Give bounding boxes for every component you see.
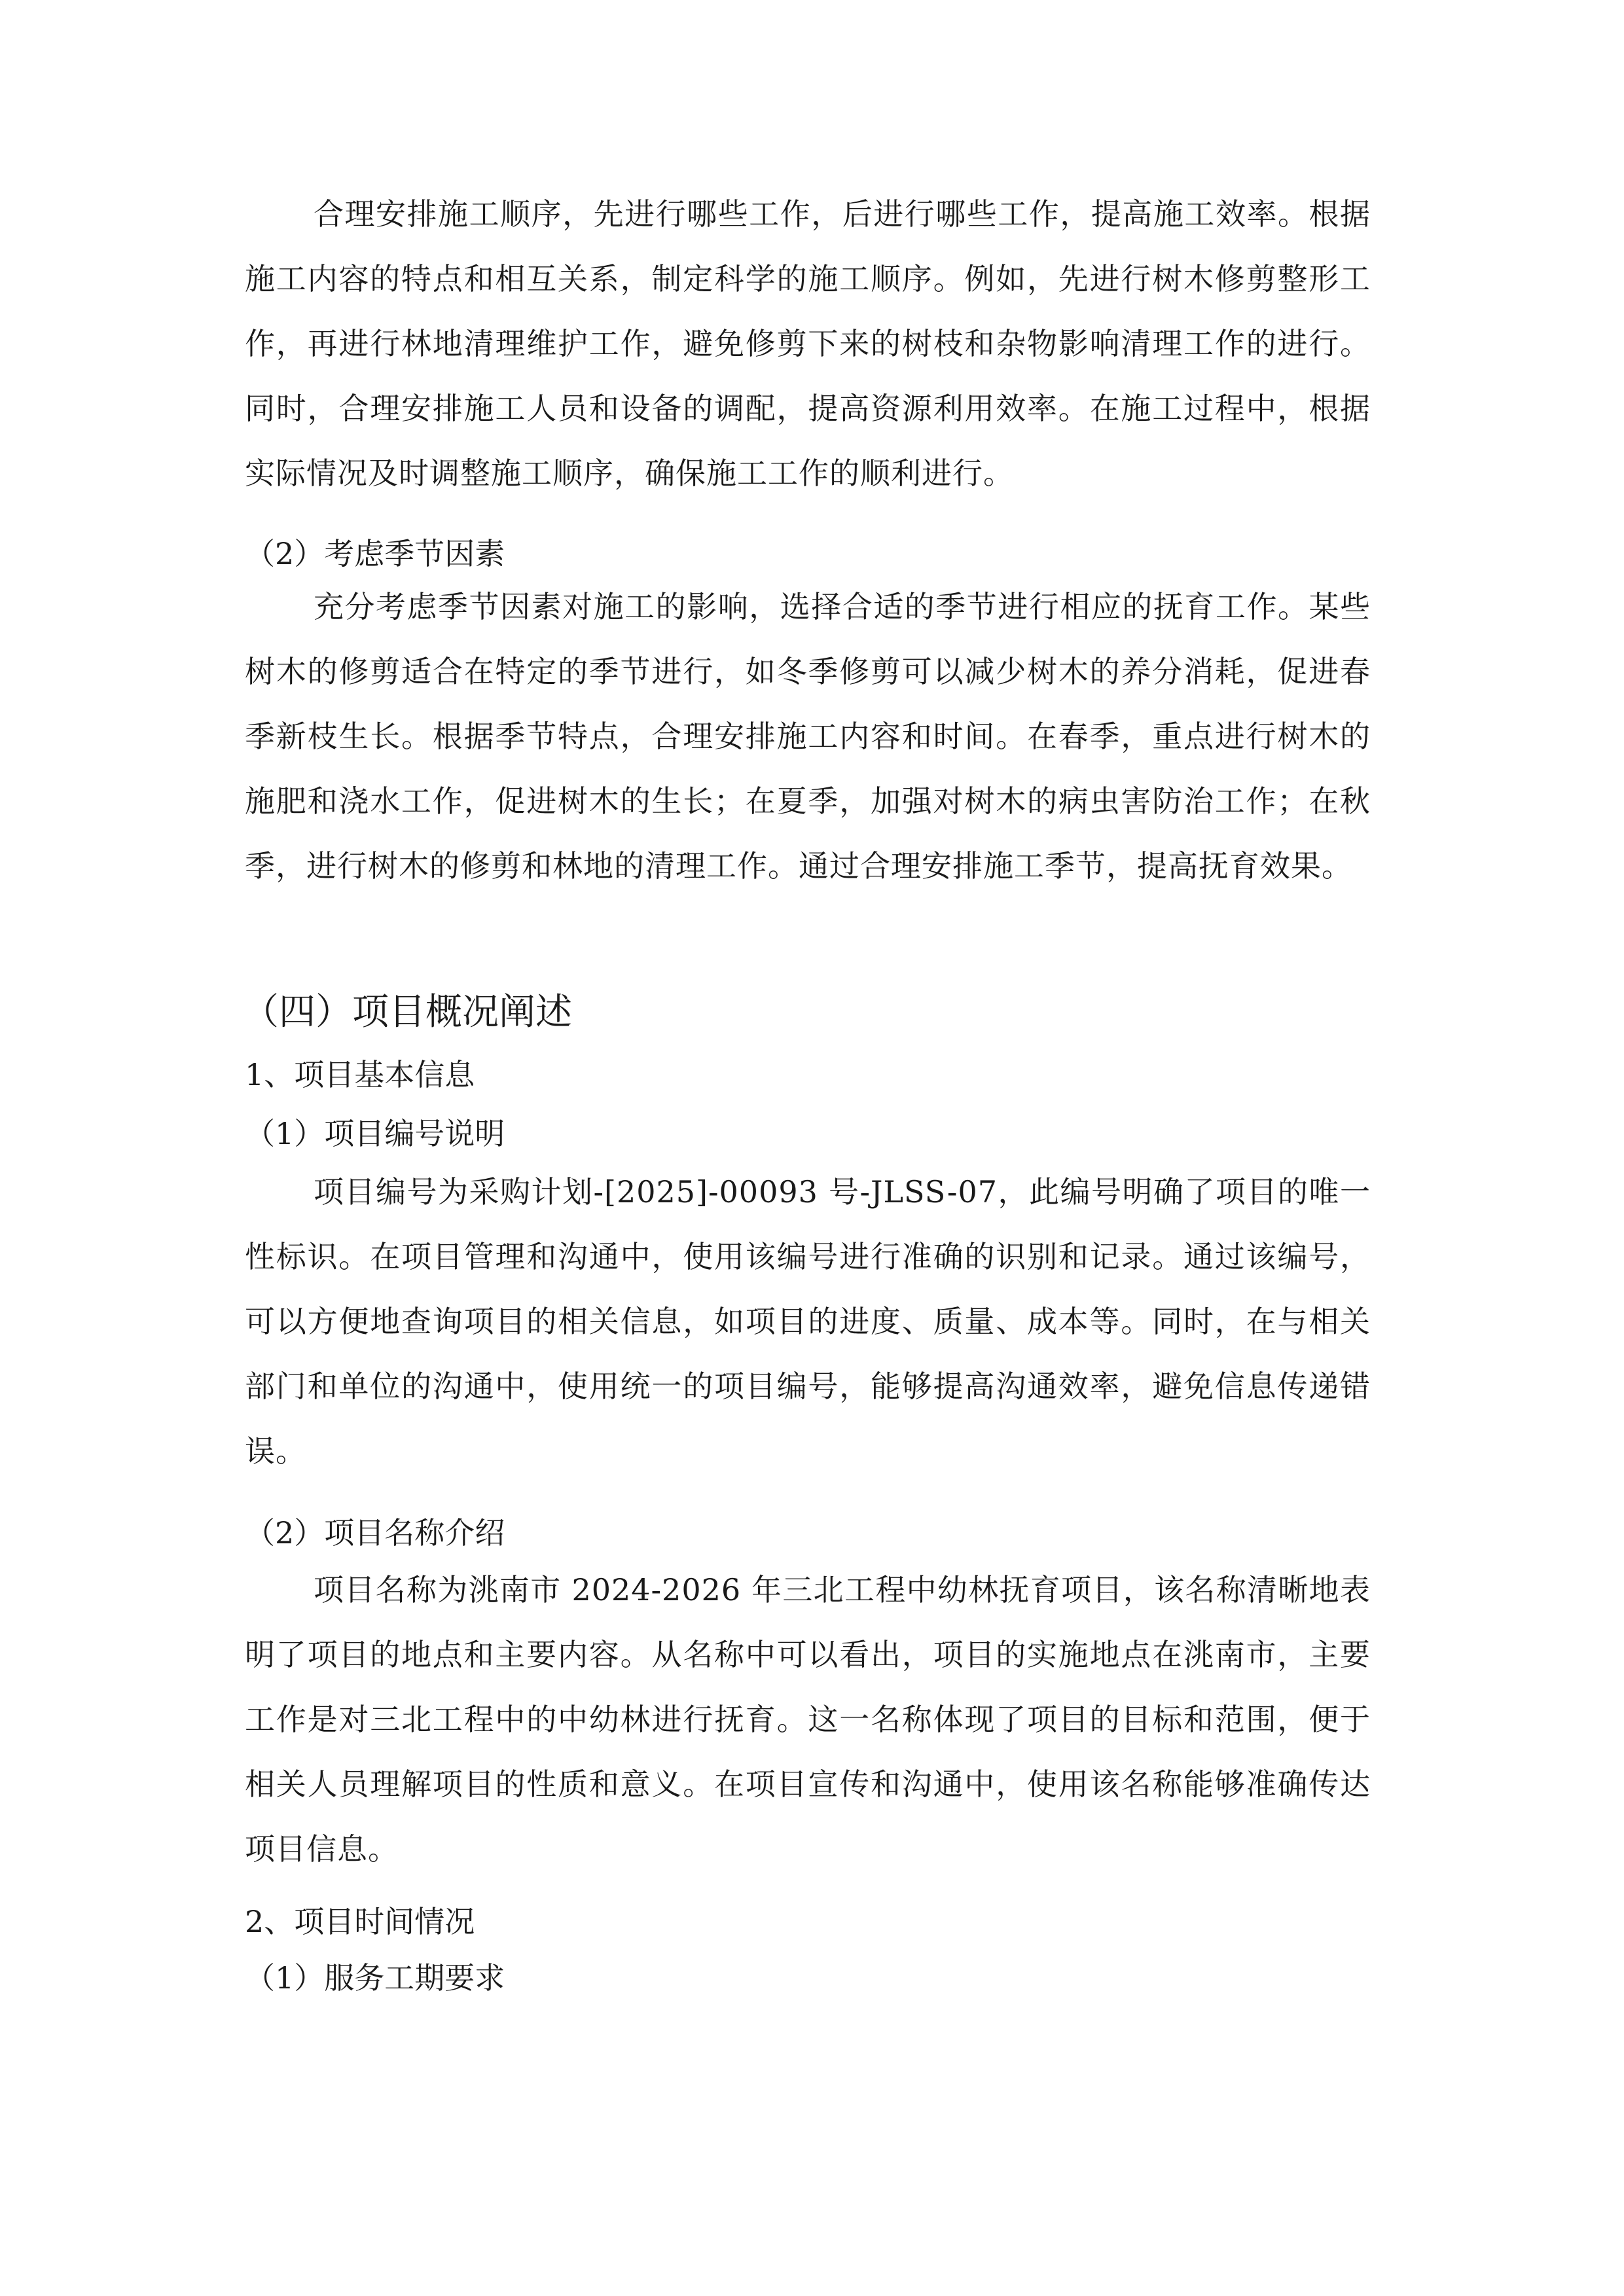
subheading-service-period: （1）服务工期要求 bbox=[245, 1960, 505, 1996]
subheading-project-name: （2）项目名称介绍 bbox=[245, 1515, 505, 1551]
paragraph-project-name: 项目名称为洮南市 2024-2026 年三北工程中幼林抚育项目，该名称清晰地表明了项目的地点和主要内容。从名称中可以看出，项目的实施地点在洮南市，主要工作是对三北工程中的中幼林进行抚育。这一名称体现了项目的目标和范围，便于相关人员理解项目的性质和意义。在项目宣传和沟通中，使用该名称能够准确传达项目信息。 bbox=[245, 1572, 1371, 1867]
subheading-season-factors: （2）考虑季节因素 bbox=[245, 536, 505, 571]
paragraph-season-factors: 充分考虑季节因素对施工的影响，选择合适的季节进行相应的抚育工作。某些树木的修剪适合在特定的季节进行，如冬季修剪可以减少树木的养分消耗，促进春季新枝生长。根据季节特点，合理安排施工内容和时间。在春季，重点进行树木的施肥和浇水工作，促进树木的生长；在夏季，加强对树木的病虫害防治工作；在秋季，进行树木的修剪和林地的清理工作。通过合理安排施工季节，提高抚育效果。 bbox=[245, 589, 1371, 884]
section-heading-project-overview: （四）项目概况阐述 bbox=[242, 991, 572, 1033]
paragraph-project-number: 项目编号为采购计划-[2025]-00093 号-JLSS-07，此编号明确了项目的唯一性标识。在项目管理和沟通中，使用该编号进行准确的识别和记录。通过该编号，可以方便地查询项目的相关信息，如项目的进度、质量、成本等。同时，在与相关部门和单位的沟通中，使用统一的项目编号，能够提高沟通效率，避免信息传递错误。 bbox=[245, 1174, 1371, 1469]
paragraph-construction-order: 合理安排施工顺序，先进行哪些工作，后进行哪些工作，提高施工效率。根据施工内容的特点和相互关系，制定科学的施工顺序。例如，先进行树木修剪整形工作，再进行林地清理维护工作，避免修剪下来的树枝和杂物影响清理工作的进行。同时，合理安排施工人员和设备的调配，提高资源利用效率。在施工过程中，根据实际情况及时调整施工顺序，确保施工工作的顺利进行。 bbox=[245, 196, 1371, 491]
subheading-project-number: （1）项目编号说明 bbox=[245, 1116, 505, 1151]
subheading-project-time: 2、项目时间情况 bbox=[245, 1904, 475, 1939]
subheading-project-basic-info: 1、项目基本信息 bbox=[245, 1057, 475, 1092]
